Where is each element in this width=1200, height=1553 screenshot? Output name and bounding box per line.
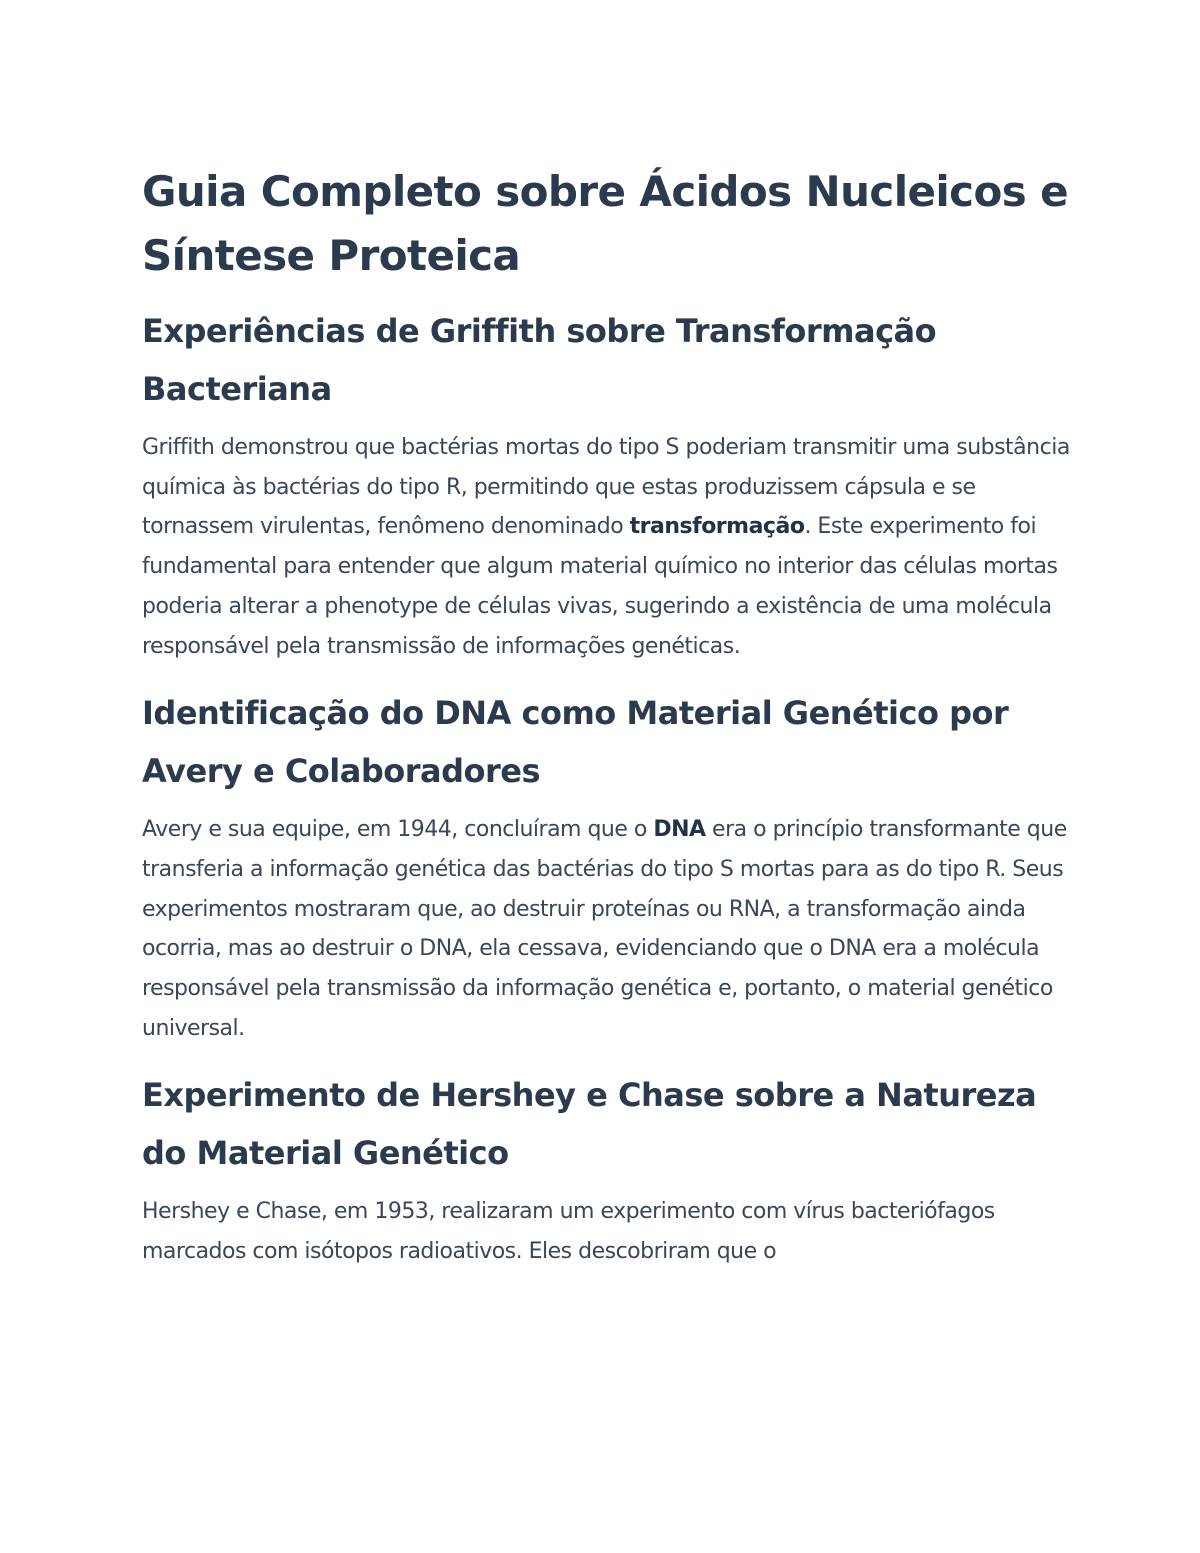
section-heading-griffith: Experiências de Griffith sobre Transformação Bacteriana [142, 312, 937, 408]
paragraph-text: Avery e sua equipe, em 1944, concluíram que o [142, 817, 654, 843]
document-page [142, 160, 1072, 1290]
section-heading-hershey-chase: Experimento de Hershey e Chase sobre a Natureza do Material Genético [142, 1076, 1037, 1173]
bold-term-dna: DNA [653, 817, 706, 843]
paragraph-griffith [142, 428, 1072, 666]
bold-term-transformacao: transformação [629, 514, 805, 540]
section-avery [142, 684, 1072, 1048]
paragraph-hershey-chase: Hershey e Chase, em 1953, realizaram um experimento com vírus bacteriófagos marcados com isótopos radioativos. Eles descobriram que o [142, 1199, 995, 1265]
paragraph-text: era o princípio transformante que transferia a informação genética das bactérias do tipo S mortas para as do tipo R. Seus experimentos mostraram que, ao destruir proteínas ou RNA, a transformação ainda ocorria, mas ao destruir o DNA, ela cessava, evidenciando que o DNA era a molécula responsável pela transmissão da informação genética e, portanto, o material genético universal. [142, 817, 1067, 1041]
section-griffith [142, 302, 1072, 666]
page-title: Guia Completo sobre Ácidos Nucleicos e Síntese Proteica [142, 167, 1069, 280]
section-heading-avery: Identificação do DNA como Material Genético por Avery e Colaboradores [142, 694, 1009, 791]
paragraph-avery [142, 810, 1072, 1048]
section-hershey-chase [142, 1066, 1072, 1271]
paragraph-text: Griffith demonstrou que bactérias mortas do tipo S poderiam transmitir uma substância química às bactérias do tipo R, permitindo que estas produzissem cápsula e se tornassem virulentas, fenômeno denominado [142, 435, 1070, 540]
paragraph-text: . Este experimento foi fundamental para entender que algum material químico no interior das células mortas poderia alterar a phenotype de células vivas, sugerindo a existência de uma molécula responsável pela transmissão de informações genéticas. [142, 514, 1058, 659]
